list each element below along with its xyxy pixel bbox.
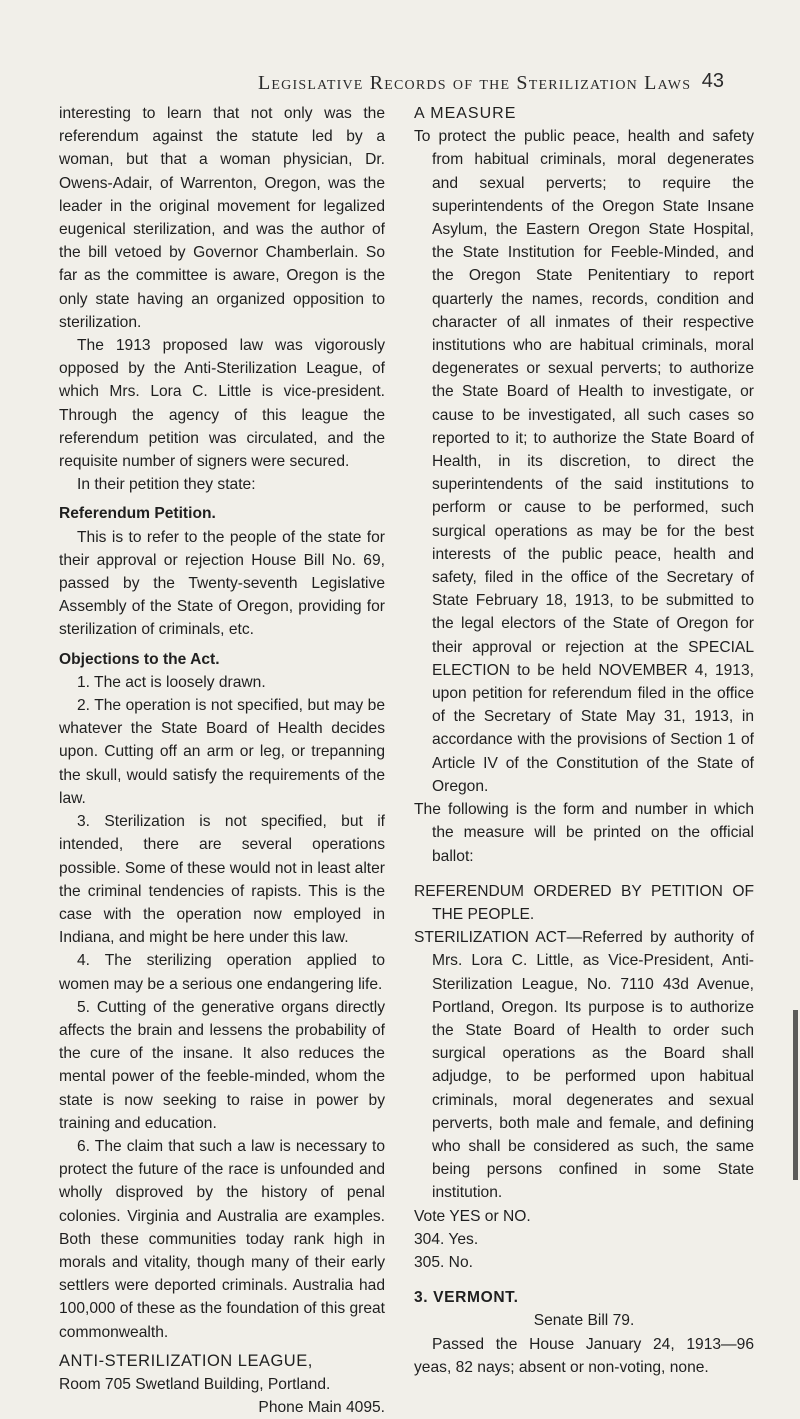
referendum-heading: REFERENDUM ORDERED BY PETITION OF THE PEOPLE. [414,882,754,923]
league-phone: Phone Main 4095. [258,1399,385,1417]
vote-yes: 304. Yes. [414,1230,479,1248]
league-paragraph: The 1913 proposed law was vigorously opposed by the Anti-Sterilization League, of which Mrs. Lora C. Little is vice-president. Through the agency of this league the referendum petition was circulated, and the requisite number of signers were secured. [59,337,385,471]
intro-paragraph: interesting to learn that not only was the referendum against the statute led by a woman, but that a woman physician, Dr. Owens-Adair, of Warrenton, Oregon, was the leader in the original movement for legalized eugenical sterilization, and was the author of the bill vetoed by Governor Chamberlain. So far as the committee is aware, Oregon is the only state having an organized opposition to sterilization. [59,105,385,331]
left-column [59,102,385,1419]
ballot-intro: The following is the form and number in which the measure will be printed on the official ballot: [414,801,754,865]
objection-item: 6. The claim that such a law is necessary to protect the future of the race is unfounded and wholly disproved by the history of penal colonies. Virginia and Australia are examples. Both these communities today rank high in morals and vitality, though many of their early settlers were deported criminals. Australia had 100,000 of these as the foundation of this great commonwealth. [59,1137,385,1341]
right-column [414,102,754,1379]
petition-text: This is to refer to the people of the state for their approval or rejection House Bill No. 69, passed by the Twenty-seventh Legislative Assembly of the State of Oregon, providing for sterilization of criminals, etc. [59,528,385,639]
measure-title: A MEASURE [414,105,517,122]
measure-text: To protect the public peace, health and safety from habitual criminals, moral degenerates and sexual perverts; to require the superintendents of the Oregon State Insane Asylum, the Eastern Oregon State Hospital, the State Institution for Feeble-Minded, and the Oregon State Penitentiary to report quarterly the names, records, condition and character of all inmates of their respective institutions who are habitual criminals, moral degenerates or sexual perverts; to authorize the State Board of Health to investigate, or cause to be investigated, all such cases so reported to it; to authorize the State Board of Health, in its discretion, to direct the superintendents of the said institutions to perform or cause to be performed, such surgical operations as may be for the best interests of the public peace, health and safety, filed in the office of the Secretary of State February 18, 1913, to be submitted to the legal electors of the State of Oregon for their approval or rejection at the SPECIAL ELECTION to be held NOVEMBER 4, 1913, upon petition for referendum filed in the office of the Secretary of State May 31, 1913, in accordance with the provisions of Section 1 of Article IV of the Constitution of the State of Oregon. [414,128,754,795]
act-text: STERILIZATION ACT—Referred by authority of Mrs. Lora C. Little, as Vice-President, Anti-Sterilization League, No. 7110 43d Avenue, Portland, Oregon. Its purpose is to authorize the State Board of Health to order such surgical operations as the Board shall adjudge, to be performed upon habitual criminals, moral degenerates and sexual perverts, both male and female, and defining who shall be considered as such, the same being persons confined in some State institution. [414,929,754,1202]
page-edge-shadow [793,1010,798,1180]
league-address: Room 705 Swetland Building, Portland. [59,1375,331,1393]
petition-heading: Referendum Petition. [59,505,216,523]
petition-intro: In their petition they state: [77,476,256,494]
objection-item: 4. The sterilizing operation applied to women may be a serious one endangering life. [59,952,385,993]
senate-bill: Senate Bill 79. [533,1312,635,1330]
league-name: ANTI-STERILIZATION LEAGUE, [59,1351,313,1370]
vote-line: Vote YES or NO. [414,1207,531,1225]
objections-heading: Objections to the Act. [59,650,220,668]
passed-text: Passed the House January 24, 1913—96 yeas, 82 nays; absent or non-voting, none. [414,1335,754,1376]
objection-item: 3. Sterilization is not specified, but if intended, there are several operations possible. Some of these would not in least alter the criminal tendencies of rapists. This is the case with the operation now employed in Indiana, and might be here under this law. [59,813,385,947]
objection-item: 2. The operation is not specified, but may be whatever the State Board of Health decides upon. Cutting off an arm or leg, or trepanning the skull, would satisfy the requirements of the law. [59,697,385,807]
vermont-heading: 3. VERMONT. [414,1289,519,1307]
vote-no: 305. No. [414,1253,473,1271]
page-number: 43 [701,70,724,92]
objection-item: 1. The act is loosely drawn. [77,673,266,691]
running-head: Legislative Records of the Sterilization Laws [258,72,692,94]
objection-item: 5. Cutting of the generative organs directly affects the brain and lessens the probability of the cure of the insane. It also reduces the mental power of the feeble-minded, whom the state is now seeking to raise in power by training and education. [59,998,385,1132]
